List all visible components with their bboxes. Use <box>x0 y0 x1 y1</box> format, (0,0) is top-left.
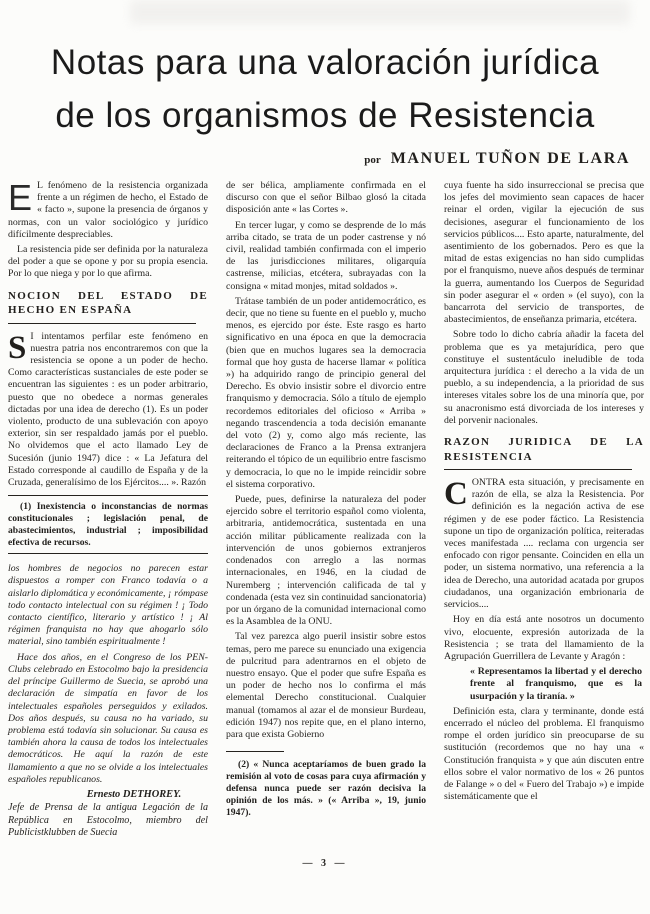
footnote-1: (1) Inexistencia o inconstancias de normas constitucionales ; legislación penal, de abastecimientos, industrial ; imposibilidad efectiva de recursos. <box>8 495 208 554</box>
paragraph <box>444 477 644 611</box>
scan-artifact <box>130 0 630 24</box>
drop-cap-c: C <box>444 476 468 513</box>
paragraph: Hoy en día está ante nosotros un documento vivo, elocuente, expresión autorizada de la Resistencia ; se trata del llamamiento de la Agrupación Guerrillera de Levante y Aragón : <box>444 614 644 662</box>
byline-prefix: por <box>364 154 381 166</box>
paragraph-italic: los hombres de negocios no parecen estar dispuestos a romper con Franco todavía o a aislarlo diplomática y económicamente, ¡ rómpase todo contacto intelectual con su régimen ! ¡ Todo contacto científico, literario y artístico ! ¡ Al régimen franquista no hay que ahogarlo sólo material, sino también espiritualmente ! <box>8 563 208 648</box>
paragraph <box>8 177 208 241</box>
paragraph: Puede, pues, definirse la naturaleza del poder ejercido sobre el territorio español como violenta, arbitraria, antidemocrática, sustentada en una acción militar públicamente realizada con la intervención de unos gobiernos extranjeros condenados con arreglo a las normas internacionales, en 1946, en la ciudad de Nuremberg ; intervención calificada de tal y condenada (esta vez sin continuidad sancionatoria) por un órgano de la comunidad internacional como es la Asamblea de la ONU. <box>226 494 426 628</box>
column-1 <box>8 177 208 839</box>
column-3 <box>444 180 644 839</box>
article-title-line-2: de los organismos de Resistencia <box>55 96 595 135</box>
block-quote: « Representamos la libertad y el derecho frente al franquismo, que es la usurpación y la tiranía. » <box>470 666 642 702</box>
footnote-rule <box>226 751 284 752</box>
paragraph: Definición esta, clara y terminante, donde está encerrado el núcleo del problema. El franquismo rompe el orden jurídico sin preocuparse de su sustitución (recordemos que no hay una « Constitución franquista » y que aún discuten entre ellos sobre el valor normativo de los « 26 puntos de Falange » o del « Fuero del Trabajo ») e impide sistemáticamente que el <box>444 705 644 803</box>
article-title <box>8 36 642 142</box>
paragraph: Tal vez parezca algo pueril insistir sobre estos temas, pero me parece su enunciado una exigencia de pulcritud para adentrarnos en el objeto de nuestro ensayo. Que el poder que sufre España es un poder de hecho nos lo confirma el más elemental Derecho constitucional. Cualquier manual (tomamos al azar el de monsieur Burdeau, edición 1947) nos repite que, en el plano interno, para que exista Gobierno <box>226 631 426 740</box>
paragraph: cuya fuente ha sido insurreccional se precisa que los jefes del movimiento sean capaces de hacer reinar el orden, vigilar la ejecución de sus decisiones, asegurar el funcionamiento de los servicios públicos.... Esto aparte, naturalmente, del asentimiento de los gobernados. Pero es que la mitad de estas exigencias no han sido cumplidas por el franquismo, nueve años después de terminar la guerra, aumentando los Cuerpos de Seguridad sin poder asegurar el « orden » (el suyo), con la bancarrota del servicio de transportes, de abastecimientos, de enseñanza primaria, etcétera. <box>444 180 644 326</box>
paragraph-text: ONTRA esta situación, y precisamente en razón de ella, se alza la Resistencia. Por definición es la negación activa de ese régimen y de ese poder fáctico. La Resistencia supone un tipo de organización política, reiteradas veces manifestada .... reclama con urgencia ser enfocado con rigor pensante. Coinciden en ella un poder, un sistema normativo, una referencia a la idea de Derecho, una autoridad acatada por grupos ciudadanos, una organización embrionaria de servicios.... <box>444 477 644 611</box>
drop-cap-s: S <box>8 329 27 366</box>
page-number: — 3 — <box>302 858 348 869</box>
section-heading-razon: RAZON JURIDICA DE LA RESISTENCIA <box>444 436 644 463</box>
author-signature: Ernesto DETHOREY. <box>86 788 182 800</box>
article-title-line-1: Notas para una valoración jurídica <box>50 43 600 82</box>
paragraph <box>8 331 208 490</box>
heading-rule <box>444 469 632 470</box>
heading-rule <box>8 323 196 324</box>
paragraph: En tercer lugar, y como se desprende de lo más arriba citado, se trata de un poder castrense y nó civil, realidad también confirmada con el imperio de las jurisdicciones militares, oligarquía castrense, milicias, etcétera, subrayadas con la consigna « mitad monjes, mitad soldados ». <box>226 219 426 292</box>
paragraph-text: I intentamos perfilar este fenómeno en nuestra patria nos encontraremos con que la resistencia se opone a un poder de hecho. Como características sustanciales de este poder se encuentran las siguientes : es un poder arbitrario, puesto que no obedece a normas generales dictadas por una idea de derecho (1). Es un poder violento, producto de una sublevación con apoyo exterior, sin ser respaldado jamás por el pueblo. No olvidemos que el acto llamado Ley de Sucesión (junio 1947) dice : « La Jefatura del Estado corresponde al caudillo de España y de la Cruzada, generalísimo de los Ejércitos.... ». Razón <box>8 330 208 489</box>
paragraph-italic: Hace dos años, en el Congreso de los PEN-Clubs celebrado en Estocolmo bajo la presidencia del príncipe Guillermo de Suecia, se aprobó una declaración de simpatía en favor de los intelectuales españoles perseguidos y exilados. Dos años después, su causa no ha variado, su problema está todavía sin solucionar. Su causa es también ahora la causa de todos los intelectuales democráticos. He aquí la razón de este llamamiento a que no se olvide a los intelectuales españoles republicanos. <box>8 651 208 785</box>
paragraph-text: L fenómeno de la resistencia organizada frente a un régimen de hecho, el Estado de « facto », supone la presencia de órganos y normas, con un valor sociológico y jurídico difícilmente despreciables. <box>8 180 208 240</box>
byline <box>8 150 642 168</box>
drop-cap-e: E <box>8 177 33 218</box>
author-affiliation: Jefe de Prensa de la antigua Legación de la República en Estocolmo, miembro del Publicistklubben de Suecia <box>8 802 208 838</box>
section-heading-nocion: NOCION DEL ESTADO DE HECHO EN ESPAÑA <box>8 289 208 317</box>
paragraph: La resistencia pide ser definida por la naturaleza del poder a que se opone y por su propia esencia. Por lo que niega y por lo que afirma. <box>8 244 208 280</box>
byline-author: MANUEL TUÑON DE LARA <box>390 150 630 167</box>
paragraph: Trátase también de un poder antidemocrático, es decir, que no tiene su fuente en el pueblo y, mucho menos, es ejercido por éste. Este rasgo es harto significativo en una época en que la democracia (bien que en muchos lugares sea la democracia formal que hoy gusta de hacerse llamar « política ») ha adquirido rango de principio general del Derecho. Es obvio insistir sobre el divorcio entre franquismo y democracia. Sólo a título de ejemplo recordemos editoriales del oficioso « Arriba » negando trascendencia a toda decisión emanante del voto (2) y, como algo más reciente, las declaraciones de Franco a la Prensa extranjera reiterando el tópico de un equilibrio entre fascismo y democracia, lo que no le impide reincidir sobre el sistema corporativo. <box>226 295 426 490</box>
footnote-2: (2) « Nunca aceptaríamos de buen grado la remisión al voto de cosas para cuya afirmación y defensa nunca puede ser razón decisiva la opinión de los más. » (« Arriba », 19, junio 1947). <box>226 759 426 819</box>
paragraph: Sobre todo lo dicho cabría añadir la faceta del problema que es ya metajurídica, pero que constituye el sustentáculo ineludible de toda arquitectura jurídica : el derecho a la vida de un pueblo, a su independencia, a la prioridad de sus intereses vitales sobre los de una minoría que, por su anacronismo está divorciada de los intereses y del porvenir nacionales. <box>444 329 644 426</box>
article-columns <box>8 177 644 839</box>
column-2 <box>226 180 426 839</box>
paragraph: de ser bélica, ampliamente confirmada en el discurso con que el señor Bilbao glosó la citada disposición ante « las Cortes ». <box>226 180 426 216</box>
